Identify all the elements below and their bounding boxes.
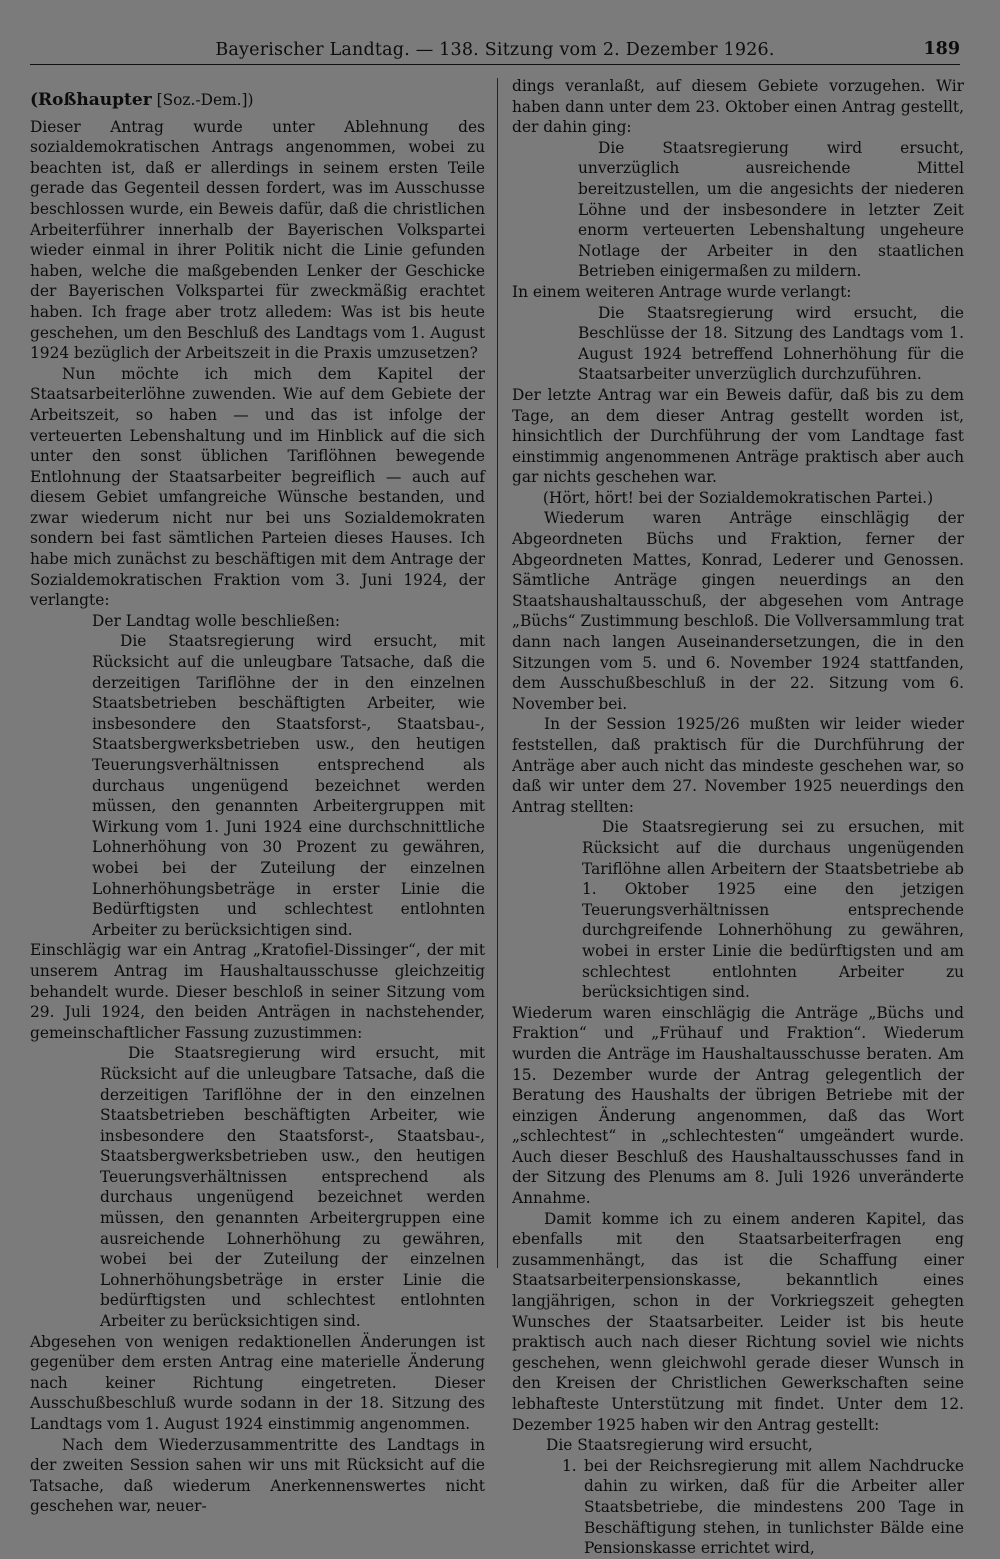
column-divider [497,78,498,1268]
interjection: (Hört, hört! bei der Sozialdemokratischen Partei.) [542,488,934,507]
quoted-heading: Der Landtag wolle beschließen: [92,611,341,630]
paragraph: Damit komme ich zu einem anderen Kapitel, das ebenfalls mit den Staatsarbeiterfragen eng zusammenhängt, das ist die Schaffung einer Staatsarbeiterpensionskasse, bekanntlich eines langjährigen, schon in der Vorkriegszeit gehegten Wunsches der Staatsarbeiter. Leider ist bis heute praktisch auch nach dieser Richtung soviel wie nichts geschehen, wenn gleichwohl gerade dieser Wunsch in den Kreisen der Christlichen Gewerkschaften seine lebhafteste Unterstützung mit findet. Unter dem 12. Dezember 1925 haben wir den Antrag gestellt: [512,1209,964,1434]
page-header [30,40,960,65]
quoted-motion: Die Staatsregierung wird ersucht, unverzüglich ausreichende Mittel bereitzustellen, um die angesichts der niederen Löhne und der insbesondere in letzter Zeit enorm verteuerten Lebenshaltung ungeheure Notlage der Arbeiter in den staatlichen Betrieben einigermaßen zu mildern. [578,138,964,281]
paragraph: dings veranlaßt, auf diesem Gebiete vorzugehen. Wir haben dann unter dem 23. Oktober einen Antrag gestellt, der dahin ging: [512,77,964,137]
page-number: 189 [923,39,960,59]
quoted-motion: Die Staatsregierung wird ersucht, mit Rücksicht auf die unleugbare Tatsache, daß die derzeitigen Tariflöhne der in den einzelnen Staatsbetrieben beschäftigten Arbeiter, wie insbesondere den Staatsforst-, Staatsbau-, Staatsbergwerksbetrieben usw., den heutigen Teuerungsverhältnissen entsprechend als durchaus ungenügend bezeichnet werden müssen, den genannten Arbeitergruppen eine ausreichende Lohnerhöhung zu gewähren, wobei bei der Zuteilung der einzelnen Lohnerhöhungsbeträge in erster Linie die bedürftigsten und schlechtest entlohnten Arbeiter zu berücksichtigen sind. [100,1044,485,1331]
speaker-party: [Soz.-Dem.]) [156,91,254,109]
paragraph: Einschlägig war ein Antrag „Kratofiel-Dissinger“, der mit unserem Antrag im Haushaltausschusse gleichzeitig behandelt wurde. Dieser beschloß in seiner Sitzung vom 29. Juli 1924, den beiden Anträgen in nachstehender, gemeinschaftlicher Fassung zuzustimmen: [30,941,485,1042]
list-item-number: 1. [562,1456,577,1475]
speaker-name: (Roßhaupter [30,90,152,110]
paragraph: Nach dem Wiederzusammentritte des Landtags in der zweiten Session sahen wir uns mit Rücksicht auf die Tatsache, daß wiederum Anerkennenswertes nicht geschehen war, neuer- [30,1435,485,1516]
left-column [30,90,485,1517]
list-item [512,1456,964,1559]
quoted-motion: Die Staatsregierung wird ersucht, die Beschlüsse der 18. Sitzung des Landtags vom 1. August 1924 betreffend Lohnerhöhung für die Staatsarbeiter unverzüglich durchzuführen. [578,303,964,384]
paragraph: Wiederum waren einschlägig die Anträge „Büchs und Fraktion“ und „Frühauf und Fraktion“. Wiederum wurden die Anträge im Haushaltausschusse beraten. Am 15. Dezember wurde der Antrag gelegentlich der Beratung des Haushalts der übrigen Betriebe mit der einzigen Änderung angenommen, daß das Wort „schlechtest“ in „schlechtesten“ umgeändert wurde. Auch dieser Beschluß des Haushaltausschusses fand in der Sitzung des Plenums am 8. Juli 1926 unveränderte Annahme. [512,1003,964,1208]
paragraph: Dieser Antrag wurde unter Ablehnung des sozialdemokratischen Antrags angenommen, wobei zu beachten ist, daß er allerdings in seinem ersten Teile gerade das Gegenteil dessen fordert, was im Ausschusse beschlossen wurde, ein Beweis dafür, daß die christlichen Arbeiterführer innerhalb der Bayerischen Volkspartei wieder einmal in ihrer Politik nicht die Linie gefunden haben, welche die maßgebenden Lenker der Geschicke der Bayerischen Volkspartei für zweckmäßig erachtet haben. Ich frage aber trotz alledem: Was ist bis heute geschehen, um den Beschluß des Landtags vom 1. August 1924 bezüglich der Arbeitszeit in die Praxis umzusetzen? [30,117,485,363]
paragraph: Abgesehen von wenigen redaktionellen Änderungen ist gegenüber dem ersten Antrag eine materielle Änderung nach keiner Richtung eingetreten. Dieser Ausschußbeschluß wurde sodann in der 18. Sitzung des Landtags vom 1. August 1924 einstimmig angenommen. [30,1332,485,1433]
list-intro: Die Staatsregierung wird ersucht, [546,1436,813,1455]
paragraph: Nun möchte ich mich dem Kapitel der Staatsarbeiterlöhne zuwenden. Wie auf dem Gebiete der Arbeitszeit, so haben — und das ist infolge der verteuerten Lebenshaltung und im Hinblick auf die sich unter den sonst üblichen Tariflöhnen bewegende Entlohnung der Staatsarbeiter begreiflich — auch auf diesem Gebiet umfangreiche Wünsche bestanden, und zwar wiederum nicht nur bei uns Sozialdemokraten sondern bei fast sämtlichen Parteien dieses Hauses. Ich habe mich zunächst zu beschäftigen mit dem Antrage der Sozialdemokratischen Fraktion vom 3. Juni 1924, der verlangte: [30,364,485,610]
speaker-line [30,90,485,111]
right-column [512,76,964,1559]
quoted-motion: Die Staatsregierung sei zu ersuchen, mit Rücksicht auf die durchaus ungenügenden Tariflöhne allen Arbeitern der Staatsbetriebe ab 1. Oktober 1925 eine den jetzigen Teuerungsverhältnissen entsprechende durchgreifende Lohnerhöhung zu gewähren, wobei in erster Linie die bedürftigsten und am schlechtest entlohnten Arbeiter zu berücksichtigen sind. [582,818,964,1002]
list-item-text: bei der Reichsregierung mit allem Nachdrucke dahin zu wirken, daß für die Arbeiter aller Staatsbetriebe, die mindestens 200 Tage in Beschäftigung stehen, in tunlichster Bälde eine Pensionskasse errichtet wird, [584,1456,964,1558]
quoted-motion: Die Staatsregierung wird ersucht, mit Rücksicht auf die unleugbare Tatsache, daß die derzeitigen Tariflöhne der in den einzelnen Staatsbetrieben beschäftigten Arbeiter, wie insbesondere den Staatsforst-, Staatsbau-, Staatsbergwerksbetrieben usw., den heutigen Teuerungsverhältnissen entsprechend als durchaus ungenügend bezeichnet werden müssen, den genannten Arbeitergruppen mit Wirkung vom 1. Juni 1924 eine durchschnittliche Lohnerhöhung von 30 Prozent zu gewähren, wobei bei der Zuteilung der einzelnen Lohnerhöhungsbeträge in erster Linie die Bedürftigsten und schlechtest entlohnten Arbeiter zu berücksichtigen sind. [92,632,485,939]
paragraph: Wiederum waren Anträge einschlägig der Abgeordneten Büchs und Fraktion, ferner der Abgeordneten Mattes, Konrad, Lederer und Genossen. Sämtliche Anträge gingen neuerdings an den Staatshaushaltausschuß, der abgesehen vom Antrage „Büchs“ Zustimmung beschloß. Die Vollversammlung trat dann nach langen Auseinandersetzungen, die in den Sitzungen vom 5. und 6. November 1924 stattfanden, dem Ausschußbeschluß in der 22. Sitzung vom 6. November bei. [512,509,964,713]
running-title: Bayerischer Landtag. — 138. Sitzung vom 2. Dezember 1926. [215,40,775,60]
paragraph: Der letzte Antrag war ein Beweis dafür, daß bis zu dem Tage, an dem dieser Antrag gestellt worden ist, hinsichtlich der Durchführung der vom Landtage fast einstimmig angenommenen Anträge praktisch aber auch gar nichts geschehen war. [512,385,964,487]
paragraph: In einem weiteren Antrage wurde verlangt: [512,282,852,301]
paragraph: In der Session 1925/26 mußten wir leider wieder feststellen, daß praktisch für die Durchführung der Anträge aber auch nicht das mindeste geschehen war, so daß wir unter dem 27. November 1925 neuerdings den Antrag stellten: [512,715,964,816]
